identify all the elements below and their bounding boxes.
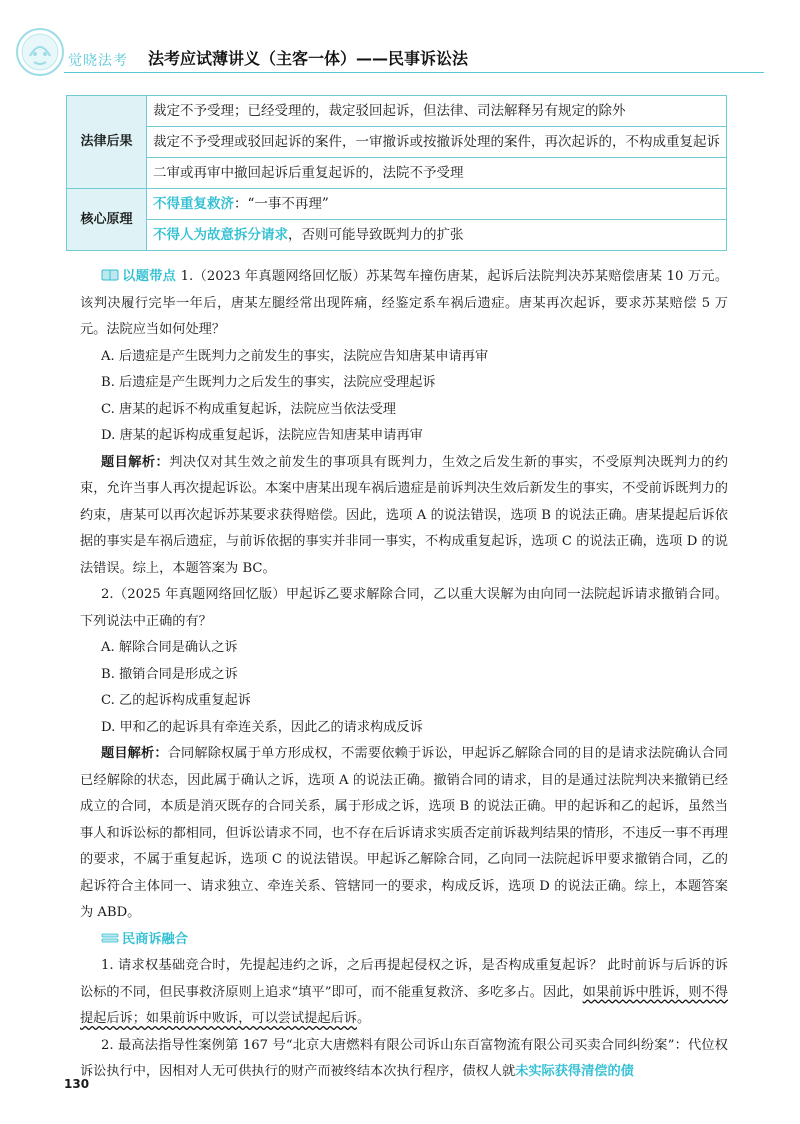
fusion-text: 。 (356, 1011, 371, 1026)
books-icon (101, 932, 119, 944)
question-1-stem (80, 264, 728, 344)
table-cell (147, 220, 727, 251)
highlight-text: 不得人为故意拆分请求 (153, 227, 288, 243)
option-d: D. 唐某的起诉构成重复起诉，法院应告知唐某申请再审 (101, 428, 423, 443)
row-header-core-principle: 核心原理 (67, 189, 147, 251)
table-row (67, 158, 727, 189)
option-b: B. 撤销合同是形成之诉 (101, 666, 238, 682)
option-a: A. 解除合同是确认之诉 (101, 640, 238, 655)
table-cell (147, 189, 727, 220)
option-b: B. 后遗症是产生既判力之后发生的事实，法院应受理起诉 (101, 375, 436, 390)
table-row (67, 220, 727, 251)
question-2-analysis (80, 741, 728, 927)
question-text: 1.（2023 年真题网络回忆版）苏某驾车撞伤唐某，起诉后法院判决苏某赔偿唐某 10 万元。该判决履行完毕一年后，唐某左腿经常出现阵痛，经鉴定系车祸后遗症。唐某再次起诉，要求苏某赔偿 5 万元。法院应当如何处理？ (80, 269, 729, 337)
table-row (67, 127, 727, 158)
section-label-question: 以题带点 (122, 269, 177, 284)
book-icon (101, 269, 119, 281)
highlight-text: 不得重复救济 (153, 196, 234, 212)
brand-name: 觉晓法考 (68, 53, 128, 69)
fusion-paragraph-2 (80, 1033, 728, 1086)
analysis-label: 题目解析： (101, 454, 170, 470)
table-row (67, 189, 727, 220)
option-d: D. 甲和乙的起诉具有牵连关系，因此乙的请求构成反诉 (101, 719, 423, 735)
table-cell: 二审或再审中撤回起诉后重复起诉的，法院不予受理 (147, 158, 727, 189)
option-c: C. 乙的起诉构成重复起诉 (101, 693, 251, 708)
wavy-emphasis: 如果前诉中胜诉，则不得提起后诉；如果前诉中败诉，可以尝试提起后诉 (80, 984, 728, 1026)
page-number: 130 (64, 1077, 90, 1091)
header-divider (64, 72, 764, 73)
question-1-analysis (80, 450, 728, 583)
option-c: C. 唐某的起诉不构成重复起诉，法院应当依法受理 (101, 401, 396, 417)
fusion-text: 1. 请求权基础竞合时，先提起违约之诉，之后再提起侵权之诉，是否构成重复起诉？ 此时前诉与后诉的诉讼标的不同，但民事救济原则上追求“填平”即可，而不能重复救济、多吃多占。因此， (80, 958, 728, 1000)
highlight-text: 未实际获得清偿的债 (515, 1064, 634, 1079)
section-label-fusion: 民商诉融合 (122, 931, 188, 947)
question-2-stem: 2.（2025 年真题网络回忆版）甲起诉乙要求解除合同，乙以重大误解为由向同一法院起诉请求撤销合同。下列说法中正确的有？ (80, 587, 728, 629)
table-cell: 裁定不予受理；已经受理的，裁定驳回起诉，但法律、司法解释另有规定的除外 (147, 96, 727, 127)
fusion-heading (80, 927, 728, 954)
summary-table (66, 95, 727, 251)
brand-logo-icon (14, 26, 66, 78)
main-content (80, 264, 728, 1086)
fusion-paragraph-1 (80, 953, 728, 1033)
cell-text: ：“一事不再理” (234, 196, 329, 212)
option-a: A. 后遗症是产生既判力之前发生的事实，法院应告知唐某申请再审 (101, 348, 489, 364)
analysis-text: 判决仅对其生效之前发生的事项具有既判力，生效之后发生新的事实，不受原判决既判力的约束，允许当事人再次提起诉讼。本案中唐某出现车祸后遗症是前诉判决生效后新发生的事实，不受前诉既判力的约束，唐某可以再次起诉苏某要求获得赔偿。因此，选项 A 的说法错误，选项 B 的说法正确。唐某提起后诉依据的事实是车祸后遗症，与前诉依据的事实并非同一事实，不构成重复起诉，选项 C 的说法正确，选项 D 的说法错误。综上，本题答案为 BC。 (80, 454, 728, 576)
page-title: 法考应试薄讲义（主客一体）——民事诉讼法 (148, 49, 469, 68)
analysis-label: 题目解析： (101, 746, 168, 761)
row-header-legal-consequence: 法律后果 (67, 96, 147, 189)
table-row (67, 96, 727, 127)
fusion-text: 2. 最高法指导性案例第 167 号“北京大唐燃料有限公司诉山东百富物流有限公司买卖合同纠纷案”：代位权诉讼执行中，因相对人无可供执行的财产而被终结本次执行程序，债权人就 (80, 1037, 728, 1079)
table-cell: 裁定不予受理或驳回起诉的案件，一审撤诉或按撤诉处理的案件，再次起诉的，不构成重复起诉 (147, 127, 727, 158)
cell-text: ，否则可能导致既判力的扩张 (288, 227, 464, 243)
analysis-text: 合同解除权属于单方形成权，不需要依赖于诉讼，甲起诉乙解除合同的目的是请求法院确认合同已经解除的状态，因此属于确认之诉，选项 A 的说法正确。撤销合同的请求，目的是通过法院判决来撤销已经成立的合同，本质是消灭既存的合同关系，属于形成之诉，选项 B 的说法正确。甲的起诉和乙的起诉，虽然当事人和诉讼标的都相同，但诉讼请求不同，也不存在后诉请求实质否定前诉裁判结果的情形，不违反一事不再理的要求，不属于重复起诉，选项 C 的说法错误。甲起诉乙解除合同，乙向同一法院起诉甲要求撤销合同，乙的起诉符合主体同一、请求独立、牵连关系、管辖同一的要求，构成反诉，选项 D 的说法正确。综上，本题答案为 ABD。 (80, 746, 728, 920)
page-header (0, 0, 800, 86)
